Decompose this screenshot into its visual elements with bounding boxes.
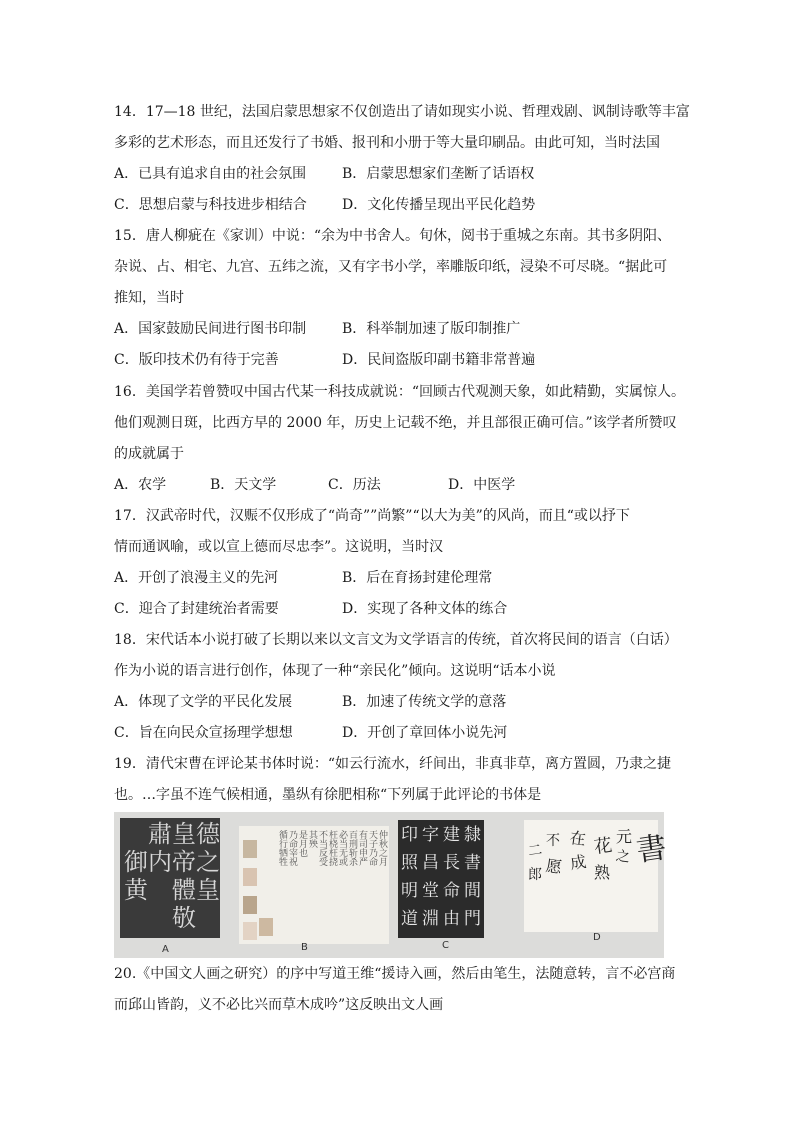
- question-16-option[interactable]: C．历法: [328, 477, 381, 493]
- calligraphy-glyph: 間: [464, 881, 481, 901]
- calligraphy-column: 天子乃命: [367, 830, 377, 866]
- calligraphy-sample-d: [524, 820, 669, 932]
- question-18-option[interactable]: A．体现了文学的平民化发展: [114, 694, 293, 710]
- caption-b: B: [301, 942, 308, 953]
- question-15-option[interactable]: A．国家鼓励民间进行图书印制: [114, 321, 307, 337]
- question-15-option[interactable]: C．版印技术仍有待于完善: [114, 352, 279, 368]
- calligraphy-glyph: 愿: [544, 855, 564, 878]
- calligraphy-glyph: 花: [592, 834, 614, 859]
- caption-d: D: [593, 932, 601, 943]
- calligraphy-column: 枉桡枉挠: [327, 830, 337, 866]
- question-17-option[interactable]: B．后在育扬封建伦理常: [342, 570, 493, 586]
- calligraphy-glyph: 郎: [528, 867, 542, 883]
- calligraphy-sample-c: [398, 820, 484, 938]
- question-19-stem-line: 也。…字虽不连气候相通，墨纵有徐肥相称“下列属于此评论的书体是: [114, 787, 542, 803]
- calligraphy-glyph: 堂: [422, 881, 439, 901]
- calligraphy-glyph: 熟: [594, 863, 611, 882]
- seal-stamp: [243, 922, 257, 940]
- question-18-stem-line: 作为小说的语言进行创作，体现了一种“亲民化”倾向。这说明“话本小说: [114, 663, 556, 679]
- question-17-option[interactable]: D．实现了各种文体的练合: [342, 601, 508, 617]
- calligraphy-glyph: 敬: [172, 904, 196, 932]
- calligraphy-glyph: 成: [568, 851, 588, 874]
- question-14-stem-line: 14．17—18 世纪，法国启蒙思想家不仅创造出了请如现实小说、哲理戏剧、讽制诗歌等丰富: [114, 104, 690, 120]
- calligraphy-column: 有司申严: [357, 830, 367, 866]
- question-18-option[interactable]: C．旨在向民众宣扬理学想想: [114, 725, 293, 741]
- caption-a: A: [162, 944, 169, 955]
- caption-c: C: [442, 940, 449, 951]
- question-18-stem-line: 18．宋代话本小说打破了长期以来以文言文为文学语言的传统，首次将民间的语言（白话）: [114, 632, 678, 648]
- calligraphy-column: 循行牺牲: [277, 830, 287, 866]
- calligraphy-column: 是月也: [297, 830, 307, 857]
- calligraphy-glyph: 内: [148, 848, 172, 876]
- seal-stamp: [243, 868, 257, 886]
- question-19-stem-line: 19．清代宋曹在评论某书体时说：“如云行流水，纤间出，非真非草，离方置圆，乃隶之捷: [114, 756, 671, 772]
- seal-stamp: [243, 840, 257, 858]
- question-18-option[interactable]: D．开创了章回体小说先河: [342, 725, 508, 741]
- calligraphy-glyph: 明: [401, 881, 418, 901]
- question-16-option[interactable]: A．农学: [114, 477, 167, 493]
- calligraphy-column: 乃命宰祝: [287, 830, 297, 866]
- calligraphy-sample-b: [239, 826, 389, 944]
- question-15-option[interactable]: D．民间盗版印副书籍非常普遍: [342, 352, 536, 368]
- calligraphy-glyph: 昌: [422, 853, 439, 873]
- calligraphy-glyph: 在: [568, 827, 588, 850]
- calligraphy-column: 不当反受: [317, 830, 327, 866]
- calligraphy-glyph: 書: [464, 853, 481, 873]
- calligraphy-glyph: 黄: [124, 876, 148, 904]
- question-16-stem-line: 16．美国学若曾赞叹中国古代某一科技成就说：“回顾古代观测天象，如此精勤，实属惊人。: [114, 384, 685, 400]
- calligraphy-glyph: 照: [401, 853, 418, 873]
- calligraphy-column: 百刑斩杀: [347, 830, 357, 866]
- question-14-option[interactable]: C．思想启蒙与科技进步相结合: [114, 197, 307, 213]
- question-15-stem-line: 15．唐人柳疵在《家训）中说：“余为中书舍人。旬休，阅书于重城之东南。其书多阴阳、: [114, 228, 671, 244]
- seal-stamp: [259, 918, 273, 936]
- question-14-stem-line: 多彩的艺术形态，而且还发行了书婚、报刊和小册于等大量印刷品。由此可知，当时法国: [114, 135, 660, 151]
- calligraphy-column: 仲秋之月: [377, 830, 387, 866]
- question-14-option[interactable]: A．已具有追求自由的社会氛围: [114, 166, 307, 182]
- question-14-option[interactable]: B．启蒙思想家们垄断了话语权: [342, 166, 535, 182]
- calligraphy-glyph: 德: [196, 820, 220, 848]
- seal-stamp: [243, 896, 257, 914]
- calligraphy-sample-a: [120, 818, 220, 938]
- calligraphy-glyph: 皇: [172, 820, 196, 848]
- question-15-option[interactable]: B．科举制加速了版印制推广: [342, 321, 521, 337]
- question-16-option[interactable]: D．中医学: [448, 477, 516, 493]
- question-14-option[interactable]: D．文化传播呈现出平民化趋势: [342, 197, 536, 213]
- calligraphy-glyph: 門: [464, 909, 481, 929]
- question-20-stem-line: 而邱山皆韵，义不必比兴而草木成吟”这反映出文人画: [114, 997, 444, 1013]
- calligraphy-glyph: 書: [634, 830, 669, 869]
- question-16-option[interactable]: B．天文学: [210, 477, 277, 493]
- calligraphy-glyph: 御: [124, 848, 148, 876]
- question-20-stem-line: 20.《中国文人画之研究）的序中写道王维“援诗入画，然后由笔生，法随意转，言不必宫商: [114, 966, 676, 982]
- calligraphy-glyph: 不: [546, 833, 560, 849]
- question-17-stem-line: 17．汉武帝时代，汉赈不仅形成了“尚奇””尚繁”“以大为美”的风尚，而且“或以抒下: [114, 508, 630, 524]
- question-17-stem-line: 情而通讽喻，或以宣上德而尽忠李”。这说明，当时汉: [114, 539, 444, 555]
- calligraphy-glyph: 之: [614, 848, 631, 866]
- calligraphy-figure: [114, 812, 669, 958]
- calligraphy-glyph: 元: [616, 827, 633, 846]
- calligraphy-glyph: 建: [443, 825, 460, 845]
- calligraphy-glyph: 命: [443, 881, 460, 901]
- calligraphy-glyph: 帝: [172, 848, 196, 876]
- calligraphy-glyph: 長: [443, 853, 460, 873]
- calligraphy-column: 其殃: [307, 830, 317, 848]
- calligraphy-glyph: 之: [196, 848, 220, 876]
- calligraphy-glyph: 由: [443, 909, 460, 929]
- question-17-option[interactable]: C．迎合了封建统治者需要: [114, 601, 279, 617]
- calligraphy-column: 必当无或: [337, 830, 347, 866]
- question-15-stem-line: 杂说、占、相宅、九宫、五纬之流，又有字书小学，率雕版印纸，浸染不可尽晓。“据此可: [114, 259, 668, 275]
- calligraphy-glyph: 二: [527, 842, 544, 860]
- calligraphy-glyph: 隸: [464, 825, 481, 845]
- calligraphy-glyph: 體: [172, 876, 196, 904]
- calligraphy-glyph: 皇: [196, 876, 220, 904]
- question-18-option[interactable]: B．加速了传统文学的意落: [342, 694, 507, 710]
- question-16-stem-line: 他们观测日斑，比西方早的 2000 年，历史上记载不绝，并且部很正确可信。”该学者所赞叹: [114, 415, 677, 431]
- calligraphy-glyph: 印: [401, 825, 418, 845]
- calligraphy-glyph: 淵: [422, 909, 439, 929]
- calligraphy-glyph: 道: [401, 909, 418, 929]
- question-15-stem-line: 推知，当时: [114, 290, 184, 306]
- calligraphy-glyph: 肅: [148, 820, 172, 848]
- question-17-option[interactable]: A．开创了浪漫主义的先河: [114, 570, 279, 586]
- question-16-stem-line: 的成就属于: [114, 446, 184, 462]
- calligraphy-glyph: 字: [422, 825, 439, 845]
